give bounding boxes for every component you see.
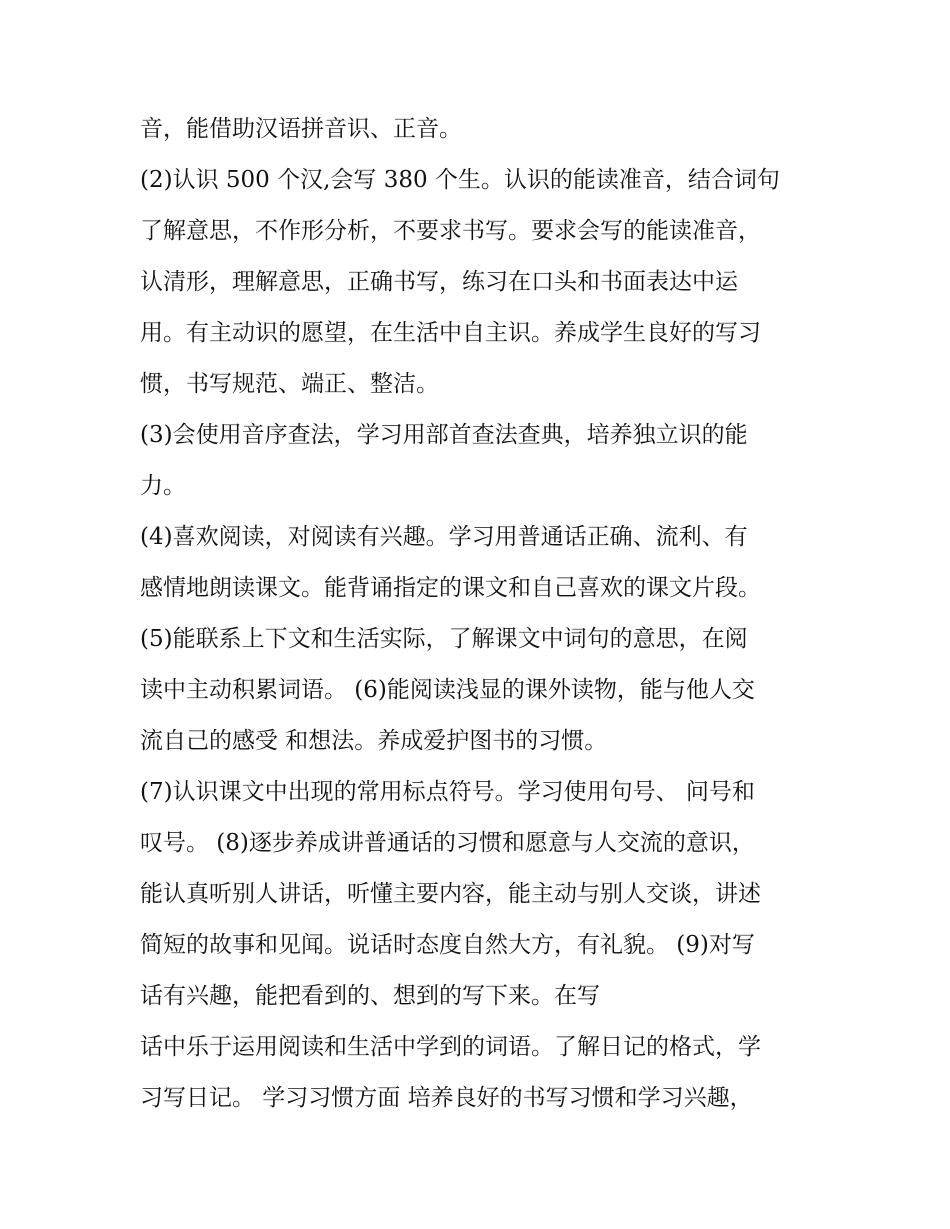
text-line: 惯，书写规范、端正、整洁。 <box>140 371 439 397</box>
text-line: 用。有主动识的愿望，在生活中自主识。养成学生良好的写习 <box>140 320 761 346</box>
text-line: 能认真听别人讲话，听懂主要内容，能主动与别人交谈，讲述 <box>140 881 761 907</box>
text-line: 了解意思，不作形分析，不要求书写。要求会写的能读准音， <box>140 218 761 244</box>
text-line: (7)认识课文中出现的常用标点符号。学习使用句号、 问号和 <box>140 779 755 805</box>
text-line: (2)认识 500 个汉,会写 380 个生。认识的能读准音，结合词句 <box>140 167 780 193</box>
text-line: (3)会使用音序查法，学习用部首查法查典，培养独立识的能 <box>140 422 748 448</box>
text-line: 感情地朗读课文。能背诵指定的课文和自己喜欢的课文片段。 <box>140 575 761 601</box>
text-line: 习写日记。 学习习惯方面 培养良好的书写习惯和学习兴趣， <box>140 1085 753 1111</box>
text-line: 力。 <box>140 473 186 499</box>
text-line: 叹号。 (8)逐步养成讲普通话的习惯和愿意与人交流的意识， <box>140 830 755 856</box>
text-line: 流自己的感受 和想法。养成爱护图书的习惯。 <box>140 728 608 754</box>
text-line: 话中乐于运用阅读和生活中学到的词语。了解日记的格式，学 <box>140 1034 761 1060</box>
text-line: 话有兴趣，能把看到的、想到的写下来。在写 <box>140 983 600 1009</box>
text-line: (5)能联系上下文和生活实际，了解课文中词句的意思，在阅 <box>140 626 748 652</box>
text-line: 认清形，理解意思，正确书写，练习在口头和书面表达中运 <box>140 269 738 295</box>
text-line: 读中主动积累词语。 (6)能阅读浅显的课外读物，能与他人交 <box>140 677 755 703</box>
text-line: 简短的故事和见闻。说话时态度自然大方，有礼貌。 (9)对写 <box>140 932 755 958</box>
body-text <box>140 104 830 1124</box>
text-line: 音，能借助汉语拼音识、正音。 <box>140 116 462 142</box>
text-line: (4)喜欢阅读，对阅读有兴趣。学习用普通话正确、流利、有 <box>140 524 748 550</box>
